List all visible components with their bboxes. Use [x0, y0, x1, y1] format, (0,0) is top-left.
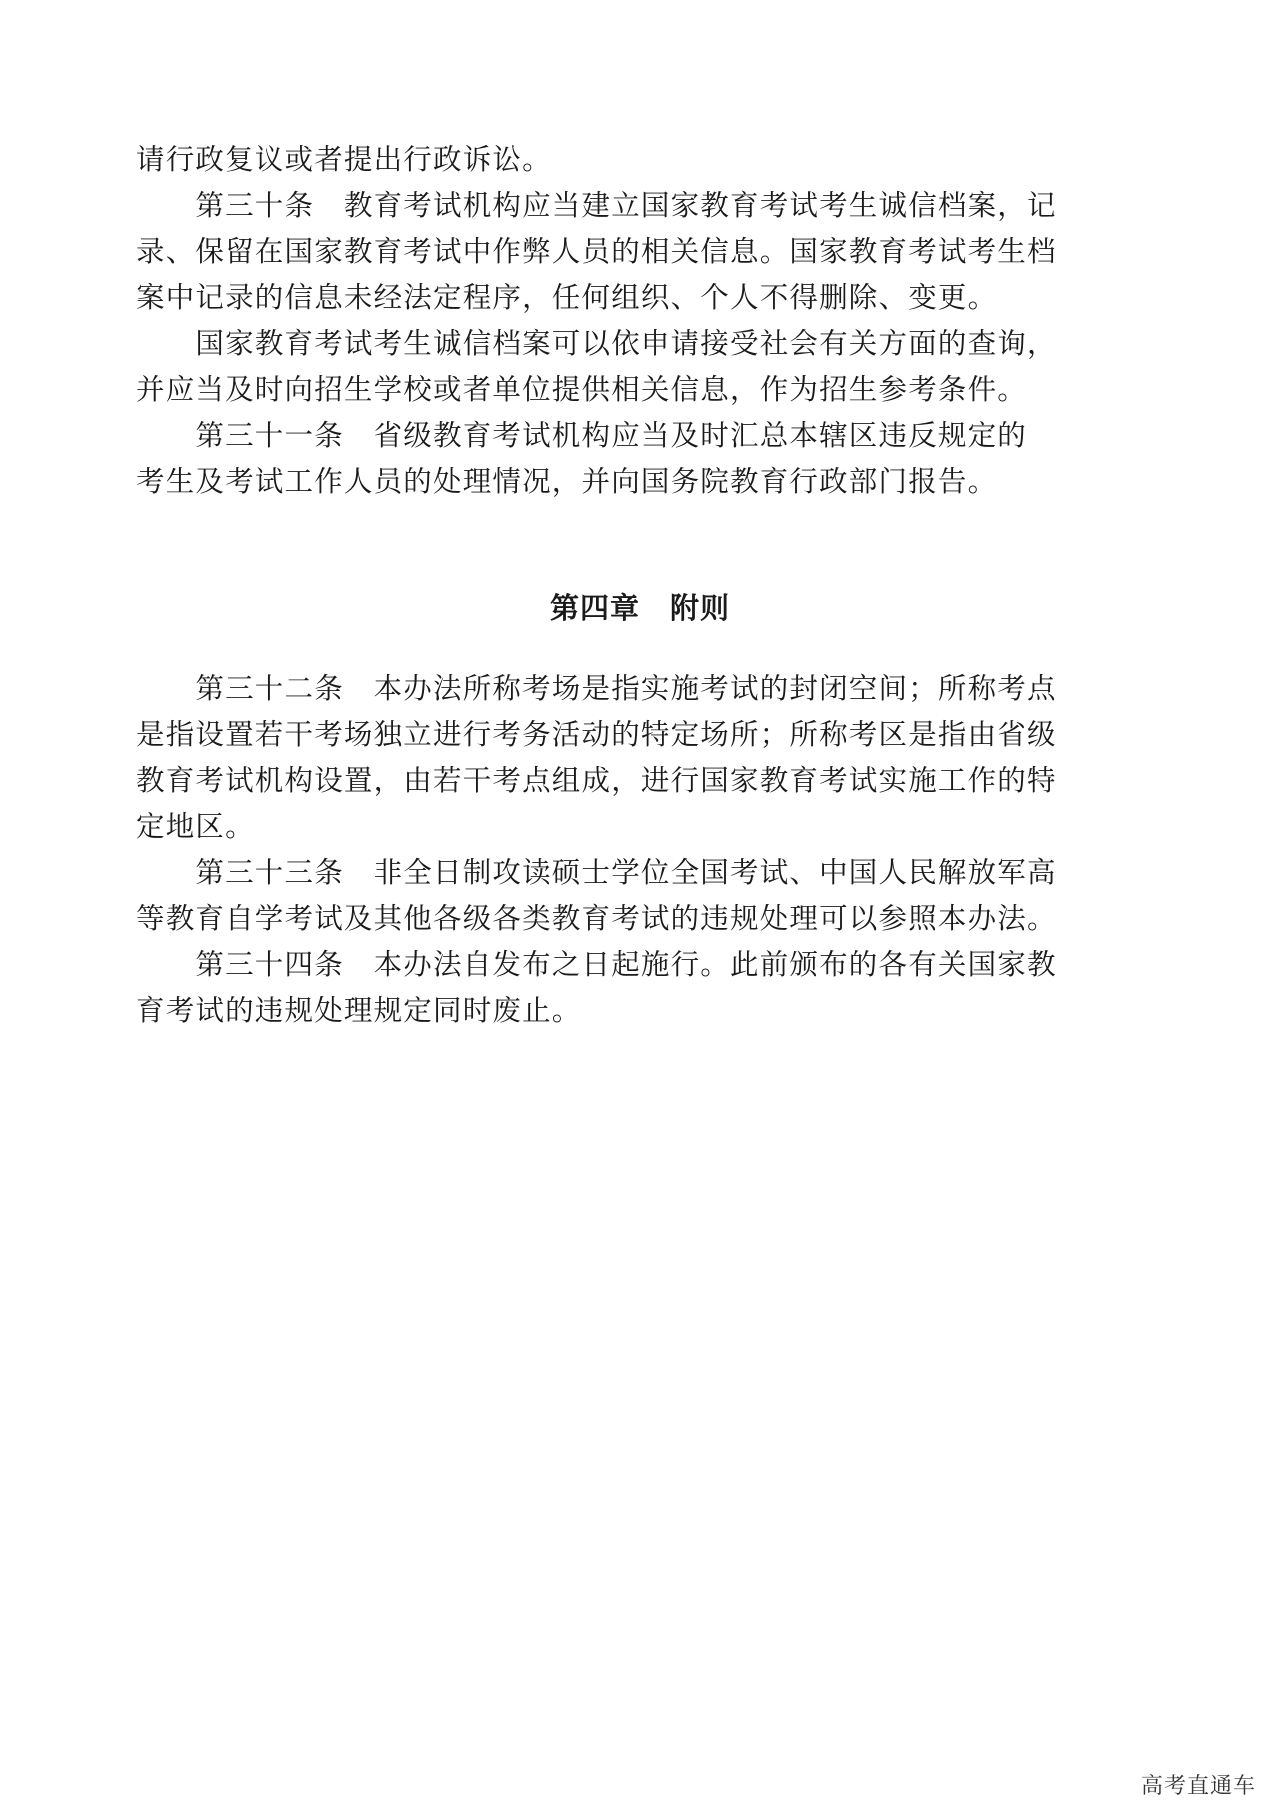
chapter-title: 第四章 附则: [549, 591, 730, 625]
text-line: 考生及考试工作人员的处理情况，并向国务院教育行政部门报告。: [136, 465, 998, 498]
text-line: 并应当及时向招生学校或者单位提供相关信息，作为招生参考条件。: [136, 373, 1028, 406]
article-33: [136, 850, 1141, 942]
text-line: 等教育自学考试及其他各级各类教育考试的违规处理可以参照本办法。: [136, 902, 1057, 935]
article-34: [136, 942, 1141, 1034]
text-line: 定地区。: [136, 810, 255, 843]
text-line: 第三十二条 本办法所称考场是指实施考试的封闭空间；所称考点: [136, 672, 1057, 705]
paragraph-continuation: [136, 137, 1141, 183]
text-line: 第三十一条 省级教育考试机构应当及时汇总本辖区违反规定的: [136, 419, 1028, 452]
text-line: 是指设置若干考场独立进行考务活动的特定场所；所称考区是指由省级: [136, 718, 1057, 751]
article-30: [136, 183, 1141, 321]
text-line: 教育考试机构设置，由若干考点组成，进行国家教育考试实施工作的特: [136, 764, 1057, 797]
article-32: [136, 666, 1141, 850]
text-line: 第三十三条 非全日制攻读硕士学位全国考试、中国人民解放军高: [136, 856, 1057, 889]
watermark-text: 高考直通车: [1140, 1774, 1256, 1799]
text-line: 国家教育考试考生诚信档案可以依申请接受社会有关方面的查询，: [136, 327, 1057, 360]
text-line: 第三十四条 本办法自发布之日起施行。此前颁布的各有关国家教: [136, 948, 1057, 981]
text-line: 请行政复议或者提出行政诉讼。: [136, 143, 552, 176]
article-30-paragraph-2: [136, 321, 1141, 413]
text-line: 案中记录的信息未经法定程序，任何组织、个人不得删除、变更。: [136, 281, 998, 314]
text-line: 育考试的违规处理规定同时废止。: [136, 994, 582, 1027]
article-31: [136, 413, 1141, 505]
text-line: 录、保留在国家教育考试中作弊人员的相关信息。国家教育考试考生档: [136, 235, 1057, 268]
text-line: 第三十条 教育考试机构应当建立国家教育考试考生诚信档案，记: [136, 189, 1057, 222]
